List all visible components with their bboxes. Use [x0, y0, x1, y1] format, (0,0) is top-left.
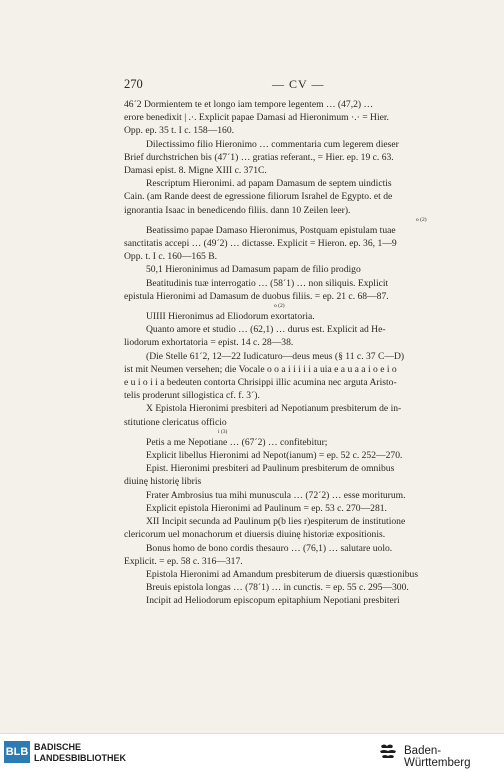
text-line: erore benedixit | .·. Explicit papae Damasi ad Hieronimum ·.· = Hier.	[124, 112, 389, 124]
text-line: stitutione clericatus officio	[124, 416, 227, 428]
text-line: Opp. ep. 35 t. I c. 158—160.	[124, 125, 235, 137]
footer-bar	[0, 733, 504, 770]
text-line: e u i o i i a bedeuten contorta Chrisippi illic acumina nec arguta Aristo-	[124, 377, 397, 389]
text-line: telis proderunt sillogistica cf. f. 3´).	[124, 390, 260, 402]
text-line: epistula Hieronimi ad Damasum de duobus filiis. = ep. 21 c. 68—87.	[124, 290, 389, 302]
marginal-note: o (2)	[416, 216, 427, 223]
state-name[interactable]: Baden-Württemberg	[404, 745, 471, 769]
marginal-note: o (2)	[274, 303, 285, 310]
text-line: Frater Ambrosius tua mihi munuscula … (72´2) … esse moriturum.	[146, 489, 406, 501]
text-line: diuinę historię libris	[124, 476, 202, 488]
text-line: UIIII Hieronimus ad Eliodorum exortatoria.	[146, 311, 315, 323]
text-line: liodorum exhortatoria = epist. 14 c. 28—38.	[124, 337, 294, 349]
text-line: Rescriptum Hieronimi. ad papam Damasum de septem uindictis	[146, 178, 392, 190]
text-line: clericorum uel monachorum et diuersis diuinę historiæ expositionis.	[124, 529, 386, 541]
text-line: Incipit ad Heliodorum episcopum epitaphium Nepotiani presbiteri	[146, 595, 400, 607]
text-line: Epistola Hieronimi ad Amandum presbiterum de diuersis quæstionibus	[146, 568, 419, 580]
text-line: (Die Stelle 61´2, 12—22 Iudicaturo—deus meus (§ 11 c. 37 C—D)	[146, 350, 405, 362]
text-line: Bonus homo de bono cordis thesauro … (76,1) … salutare uolo.	[146, 542, 393, 554]
text-line: Brief durchstrichen bis (47´1) … gratias referant., = Hier. ep. 19 c. 63.	[124, 151, 394, 163]
text-line: XII Incipit secunda ad Paulinum p(b lies r)espiterum de institutione	[146, 516, 406, 528]
blb-logo[interactable]: BLB	[4, 741, 30, 763]
text-line: ist mit Neumen versehen; die Vocale o o a i i i i i a uia e a u a a i o e i o	[124, 363, 397, 375]
text-line: Breuis epistola longas … (78´1) … in cunctis. = ep. 55 c. 295—300.	[146, 582, 409, 594]
text-line: ignorantia Isaac in benedicendo filiis. dann 10 Zeilen leer).	[124, 204, 351, 216]
text-line: Explicit epistola Hieronimi ad Paulinum = ep. 53 c. 270—281.	[146, 502, 387, 514]
page-text	[124, 98, 468, 608]
text-line: Dilectissimo filio Hieronimo … commentaria cum legerem dieser	[146, 138, 399, 150]
text-line: Explicit. = ep. 58 c. 316—317.	[124, 555, 243, 567]
text-line: Damasi epist. 8. Migne XIII c. 371C.	[124, 165, 267, 177]
text-line: Petis a me Nepotiane … (67´2) … confitebitur;	[146, 436, 328, 448]
library-name-line1: BADISCHE	[34, 742, 82, 752]
text-line: 50,1 Hieroninimus ad Damasum papam de filio prodigo	[146, 264, 361, 276]
text-line: Opp. t. I c. 160—165 B.	[124, 251, 218, 263]
text-line: Quanto amore et studio … (62,1) … durus est. Explicit ad He-	[146, 324, 386, 336]
lions-coat-of-arms-icon	[378, 742, 400, 762]
running-head: — CV —	[272, 77, 325, 91]
text-line: Explicit libellus Hieronimi ad Nepot(ianum) = ep. 52 c. 252—270.	[146, 450, 403, 462]
text-line: Beatitudinis tuæ interrogatio … (58´1) … non siliquis. Explicit	[146, 277, 389, 289]
text-line: Beatissimo papae Damaso Hieronimus, Postquam epistulam tuae	[146, 224, 396, 236]
text-line: Epist. Hieronimi presbiteri ad Paulinum presbiterum de omnibus	[146, 463, 395, 475]
page-number: 270	[124, 77, 143, 91]
text-line: 46´2 Dormientem te et longo iam tempore legentem … (47,2) …	[124, 99, 374, 110]
library-name-line2: LANDESBIBLIOTHEK	[34, 752, 126, 763]
text-line: Cain. (am Rande deest de egressione filiorum Israhel de Egypto. et de	[124, 191, 393, 203]
library-name[interactable]	[34, 742, 126, 763]
text-line: X Epistola Hieronimi presbiteri ad Nepotianum presbiterum de in-	[146, 403, 402, 415]
text-line: sanctitatis accepi … (49´2) … dictasse. Explicit = Hieron. ep. 36, 1—9	[124, 238, 397, 250]
marginal-note: i (3)	[218, 428, 228, 435]
